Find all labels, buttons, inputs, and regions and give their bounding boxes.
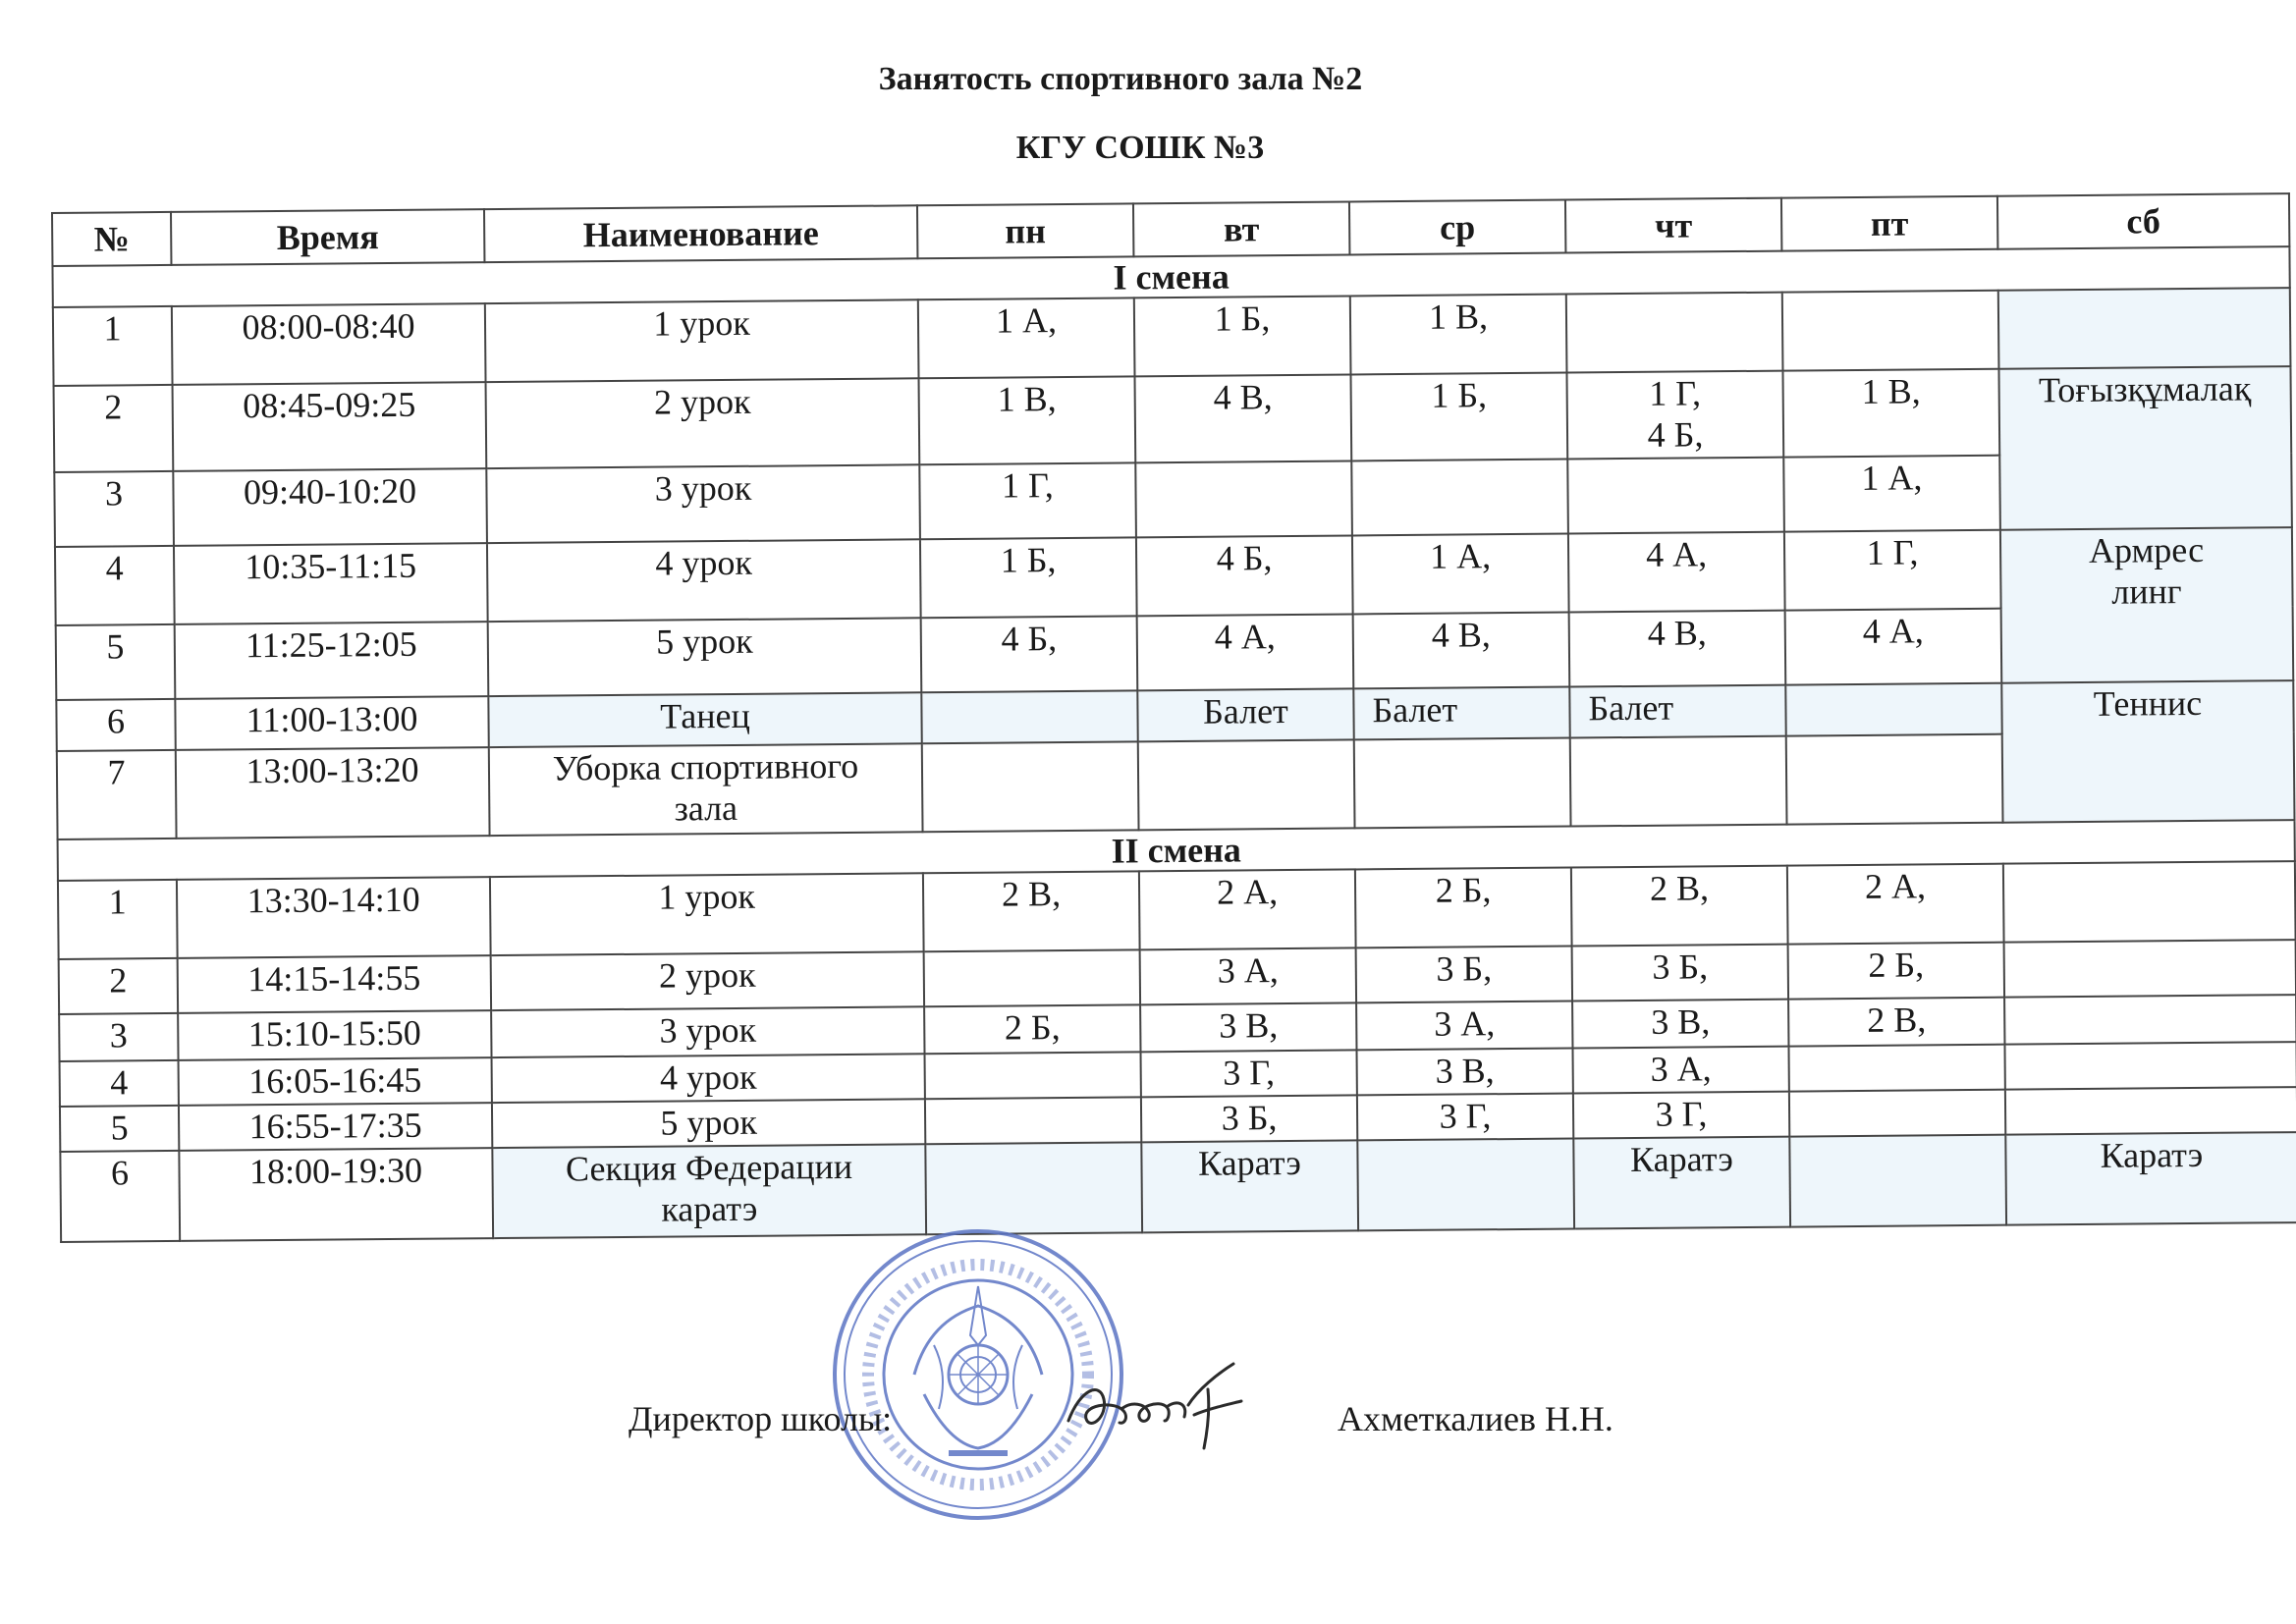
cell-mon: 4 Б, xyxy=(921,616,1138,692)
cell-fri xyxy=(1789,1135,2006,1227)
cell-mon xyxy=(925,1097,1141,1144)
row-num: 1 xyxy=(58,880,178,959)
header-mon: пн xyxy=(917,203,1133,258)
cell-sat: Каратэ xyxy=(2005,1132,2296,1225)
row-time: 13:00-13:20 xyxy=(176,747,490,839)
row-num: 3 xyxy=(59,1013,178,1061)
cell-sat-armwrestling: Армрес линг xyxy=(2000,527,2293,683)
row-name: 5 урок xyxy=(492,1099,925,1148)
cell-thu: Балет xyxy=(1569,685,1785,738)
cell-fri xyxy=(1786,734,2003,825)
row-name: 2 урок xyxy=(486,378,920,468)
row-name: 2 урок xyxy=(491,951,924,1010)
header-tue: вт xyxy=(1133,201,1349,256)
cell-tue: 4 Б, xyxy=(1136,535,1353,616)
cell-wed xyxy=(1357,1139,1574,1231)
cell-tue: Балет xyxy=(1137,688,1353,741)
cell-fri: 1 В, xyxy=(1782,369,1999,458)
cell-sat-tennis: Теннис xyxy=(2001,680,2294,823)
header-time: Время xyxy=(171,209,484,265)
cell-tue: 3 Г, xyxy=(1141,1050,1357,1097)
row-num: 6 xyxy=(60,1151,180,1242)
row-time: 13:30-14:10 xyxy=(177,877,491,958)
cell-wed: 3 В, xyxy=(1356,1049,1572,1096)
cell-wed: 3 А, xyxy=(1356,1001,1572,1051)
cell-wed: 3 Г, xyxy=(1357,1094,1573,1141)
cell-fri xyxy=(1788,1045,2004,1092)
cell-thu: 3 В, xyxy=(1572,1000,1788,1049)
row-num: 4 xyxy=(60,1060,179,1107)
cell-tue: 3 В, xyxy=(1140,1002,1356,1052)
header-fri: пт xyxy=(1781,196,1997,251)
row-time: 14:15-14:55 xyxy=(178,955,491,1013)
cell-wed: Балет xyxy=(1353,687,1569,740)
row-name: Танец xyxy=(488,692,921,747)
row-num: 3 xyxy=(54,471,174,547)
row-num: 6 xyxy=(56,699,175,751)
cell-tue xyxy=(1138,739,1355,830)
cell-mon: 2 В, xyxy=(923,871,1140,951)
cell-wed: 1 А, xyxy=(1352,534,1569,615)
cell-mon: 1 Г, xyxy=(919,462,1136,539)
cell-tue: 3 А, xyxy=(1140,947,1356,1004)
cell-sat-togyz: Тоғызқұмалақ xyxy=(1998,366,2291,530)
cell-mon: 2 Б, xyxy=(924,1004,1140,1054)
row-name: 3 урок xyxy=(491,1006,924,1057)
cell-wed xyxy=(1354,738,1571,829)
cell-wed: 2 Б, xyxy=(1355,868,1572,948)
cell-fri: 1 Г, xyxy=(1784,530,2001,611)
row-time: 11:25-12:05 xyxy=(175,622,489,699)
cell-fri xyxy=(1789,1090,2005,1137)
cell-mon xyxy=(921,690,1137,743)
row-time: 16:55-17:35 xyxy=(179,1103,492,1151)
cell-thu: 3 А, xyxy=(1572,1047,1788,1094)
shift-2-label: II смена xyxy=(58,820,2295,881)
cell-fri xyxy=(1782,291,1999,371)
cell-mon xyxy=(925,1142,1142,1234)
row-time: 16:05-16:45 xyxy=(179,1057,492,1106)
header-sat: сб xyxy=(1997,193,2289,249)
cell-sat xyxy=(2004,1042,2296,1090)
document-subtitle: КГУ СОШК №3 xyxy=(1015,130,1265,166)
row-name: 1 урок xyxy=(485,299,919,382)
row-num: 4 xyxy=(55,546,175,625)
cell-mon xyxy=(924,949,1140,1006)
cell-tue: 2 А, xyxy=(1139,869,1356,949)
row-num: 2 xyxy=(54,385,174,472)
cell-fri: 2 Б, xyxy=(1788,943,2004,1000)
cell-tue: 4 А, xyxy=(1137,614,1354,690)
row-num: 5 xyxy=(60,1106,179,1152)
cell-fri: 1 А, xyxy=(1783,456,2000,532)
row-name: 4 урок xyxy=(487,539,921,622)
cell-tue: 4 В, xyxy=(1135,374,1352,462)
cell-thu: 2 В, xyxy=(1571,866,1788,947)
cell-thu: 3 Б, xyxy=(1572,945,1788,1001)
header-num: № xyxy=(52,212,171,266)
cell-mon: 1 В, xyxy=(919,376,1136,464)
row-time: 08:45-09:25 xyxy=(173,382,487,471)
cell-wed: 1 В, xyxy=(1350,295,1567,375)
cell-thu xyxy=(1567,458,1784,534)
row-name: 5 урок xyxy=(488,618,922,696)
cell-fri xyxy=(1785,683,2001,736)
row-time: 11:00-13:00 xyxy=(175,696,488,750)
cell-tue: 3 Б, xyxy=(1141,1095,1357,1142)
cell-thu xyxy=(1566,293,1783,373)
schedule-table xyxy=(51,192,2296,1243)
cell-wed: 4 В, xyxy=(1353,613,1570,689)
cell-wed: 3 Б, xyxy=(1356,947,1572,1003)
cell-wed xyxy=(1351,460,1568,536)
cell-fri: 2 А, xyxy=(1787,864,2004,945)
cell-mon: 1 А, xyxy=(918,298,1135,378)
row-name: 4 урок xyxy=(492,1054,925,1103)
cell-sat xyxy=(2004,940,2296,998)
cell-sat xyxy=(2003,861,2296,943)
row-time: 10:35-11:15 xyxy=(174,543,488,624)
director-label: Директор школы: xyxy=(629,1399,893,1438)
cell-sat xyxy=(2005,1087,2296,1135)
cell-thu: Каратэ xyxy=(1573,1137,1790,1229)
cell-sat xyxy=(1998,288,2291,369)
row-name: Секция Федерации каратэ xyxy=(492,1144,926,1238)
cell-thu: 4 В, xyxy=(1569,611,1786,687)
cell-mon xyxy=(922,741,1139,832)
cell-tue: 1 Б, xyxy=(1134,296,1351,376)
row-num: 7 xyxy=(57,750,177,839)
cell-tue: Каратэ xyxy=(1141,1140,1358,1232)
cell-tue xyxy=(1135,460,1352,537)
cell-fri: 4 А, xyxy=(1785,609,2002,685)
row-num: 2 xyxy=(59,958,178,1014)
row-num: 1 xyxy=(53,306,173,386)
director-name: Ахметкалиев Н.Н. xyxy=(1338,1399,1613,1438)
cell-fri: 2 В, xyxy=(1788,998,2004,1047)
document-title: Занятость спортивного зала №2 xyxy=(878,61,1363,97)
row-name: Уборка спортивного зала xyxy=(489,743,923,836)
cell-thu: 3 Г, xyxy=(1573,1092,1789,1139)
cell-thu: 4 А, xyxy=(1568,532,1785,613)
row-name: 3 урок xyxy=(486,464,920,543)
row-time: 15:10-15:50 xyxy=(178,1010,491,1060)
header-wed: ср xyxy=(1349,200,1565,255)
shift-1-label: I смена xyxy=(52,246,2289,307)
row-name: 1 урок xyxy=(490,873,924,955)
table-row xyxy=(60,1132,2296,1242)
cell-wed: 1 Б, xyxy=(1350,373,1567,461)
cell-sat xyxy=(2004,995,2296,1045)
director-signature xyxy=(1061,1360,1257,1453)
cell-mon: 1 Б, xyxy=(920,537,1137,618)
row-time: 18:00-19:30 xyxy=(179,1148,493,1241)
cell-mon xyxy=(925,1052,1141,1099)
cell-thu xyxy=(1570,736,1787,827)
header-name: Наименование xyxy=(484,205,917,262)
header-thu: чт xyxy=(1565,198,1781,253)
row-time: 09:40-10:20 xyxy=(173,468,487,546)
row-num: 5 xyxy=(56,624,176,700)
cell-thu: 1 Г, 4 Б, xyxy=(1566,371,1783,460)
row-time: 08:00-08:40 xyxy=(172,303,486,385)
